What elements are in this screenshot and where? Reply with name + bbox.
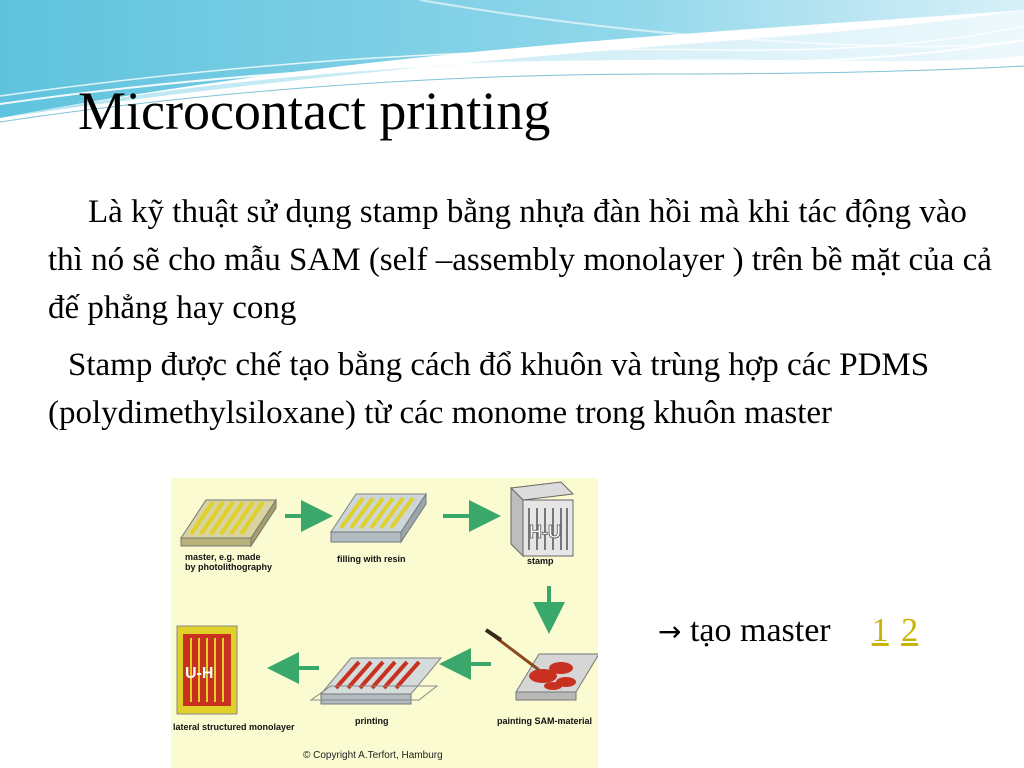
paragraph-stamp-text: Stamp được chế tạo bằng cách đổ khuôn và trùng hợp các PDMS (polydimethylsiloxane) từ các monome trong khuôn master [48,347,930,431]
microcontact-printing-diagram [171,478,598,768]
arrow-line [658,612,918,650]
caption-painting: painting SAM-material [497,716,593,726]
caption-monolayer: lateral structured monolayer [173,722,295,732]
caption-printing: printing [355,716,389,726]
svg-text:U-H: U-H [185,665,214,682]
master-illustration [181,500,276,546]
caption-filling: filling with resin [337,554,406,564]
link-2[interactable]: 2 [901,612,919,649]
link-1[interactable]: 1 [871,612,889,649]
paragraph-definition-text: Là kỹ thuật sử dụng stamp bằng nhựa đàn hồi mà khi tác động vào thì nó sẽ cho mẫu SAM (self –assembly monolayer ) trên bề mặt của cả đế phẳng hay cong [48,194,992,326]
painting-illustration [486,630,598,700]
filling-illustration [331,494,426,542]
flow-arrows [283,516,549,668]
paragraph-stamp [48,341,998,437]
monolayer-illustration [177,626,237,714]
paragraph-definition [48,188,998,332]
svg-text:H-U: H-U [529,522,561,542]
caption-master: master, e.g. made by photolithography [185,552,272,572]
right-arrow-icon: → [658,615,682,648]
caption-stamp: stamp [527,556,554,566]
slide-title: Microcontact printing [78,81,551,141]
arrow-line-text: tạo master [689,612,831,649]
figure-credit: © Copyright A.Terfort, Hamburg [303,750,443,761]
printing-illustration [311,658,441,704]
stamp-illustration [511,482,573,556]
